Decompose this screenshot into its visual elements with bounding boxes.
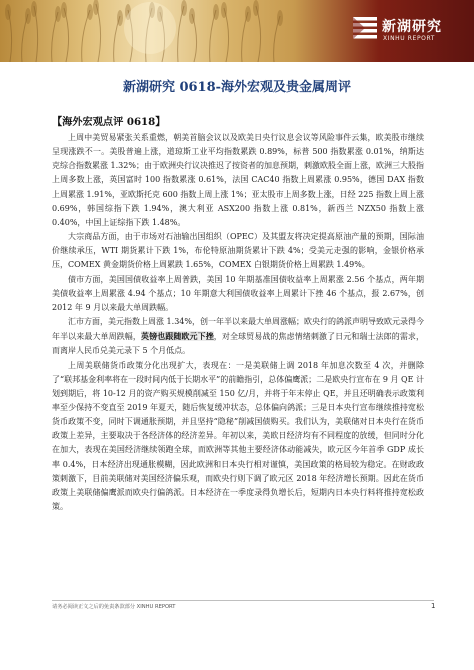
page-number: 1 [431,602,436,610]
fx-text-start: 汇市方面，美元指数上周涨 1.34%，创一年半以来最大单周涨幅；欧央行的鸽派声明导致欧元录得今年半以来最大单周跌幅， [52,317,424,342]
xinhu-logo [352,15,464,49]
paragraph-commodities: 大宗商品方面，由于市场对石油输出国组织（OPEC）及其盟友将决定提高原油产量的预期，国际油价继续承压，WTI 期货累计下跌 1%，布伦特原油期货累计下跌 4%；受美元走强的影响，金银价格承压，COMEX 黄金期货价格上周累跌 1.65%，COMEX 白银期货价格上周累跌 1.49%。 [52,232,424,270]
report-body [52,131,424,514]
fx-text-end: ，对全球贸易战的焦虑情绪刺激了日元和瑞士法郎的需求，而离岸人民币兑美元录下 5 个月低点。 [52,332,425,356]
paragraph-fx [52,315,424,358]
paragraph-markets: 上周中美贸易紧张关系重燃，朝美首脑会议以及欧美日央行议息会议等风险事件云集，欧美股市继续呈现涨跌不一。美股普遍上涨，道琼斯工业平均指数累跌 0.89%，标普 500 指数累涨 0.01%，纳斯达克综合指数累涨 1.32%；由于欧洲央行议决推迟了按资者的加息预期，刺激欧股全面上涨，欧洲三大股指上周多数上涨，英国富时 100 指数累涨 0.61%，法国 CAC40 指数上周累涨 0.95%，德国 DAX 指数上周累涨 1.91%，亚欧斯托克 600 指数上周上涨 1%；亚太股市上周多数上涨，日经 225 指数上周上涨 0.69%，韩国综指下跌 1.94%，澳大利亚 ASX200 指数上涨 0.81%，新西兰 NZX50 指数上涨 0.40%，中国上证综指下跌 1.48%。 [52,133,424,227]
paragraph-bonds: 债市方面，美国国债收益率上周普跌，美国 10 年期基准国债收益率上周累涨 2.56 个基点，两年期美债收益率上周累涨 4.94 个基点；10 年期意大利国债收益率上周累计下挫 46 个基点，报 2.67%，创 2012 年 9 月以来最大单周跌幅。 [52,274,424,312]
footer-disclaimer: 请务必阅读正文之后的免责条款部分 XINHU REPORT [52,604,176,610]
xinhu-logo-icon [352,15,378,41]
highlighted-phrase: 英镑也跟随欧元下挫 [140,331,214,342]
section-heading: 【海外宏观点评 0618】 [52,116,166,128]
paragraph-central-banks: 上周美联储货币政策分化出现扩大，表现在：一是美联储上调 2018 年加息次数至 4 次，并删除了“联邦基金利率将在一段时间内低于长期水平”的前瞻指引，总体偏鹰派；二是欧央行宣布在 9 月 QE 计划到期后，将 10-12 月的资产购买规模削减至 150 亿/月，并将于年末停止 QE，并且还明确表示政策利率至少保持不变直至 2019 年夏天，随后恢复缓冲状态，总体偏向鸽派；三是日本央行宣布继续推持宽松货币政策不变，同时下调通胀预期，并且坚持“隐秘”削减国债购买。我们认为，美联储对日本央行在货币政策上差异，主要取决于各经济体的经济差异。年初以来，美欧日经济均有不同程度的放缓，但同时分化在加大，表现在美国经济继续领跑全球，而欧洲等其他主要经济体动能减失，欧元区今年首季 GDP 成长率 0.4%，日本经济出现通胀模糊，因此欧洲和日本央行相对谨慎，美国政策的格局较为稳定。在财政政策刺激下，目前美联储对美国经济偏乐观，而欧央行则下调了欧元区 2018 年经济增长预期。因此在货币政策上美联储偏鹰派而欧央行偏鸽派。日本经济在一季度录得负增长后，短期内日本央行料将推持宽松政策。 [52,360,424,512]
logo-chinese-text: 新湖研究 [382,19,442,35]
header-banner [0,0,474,62]
footer-divider [52,600,434,601]
report-title: 新湖研究 0618-海外宏观及贵金属周评 [122,80,352,95]
logo-english-text: XINHU REPORT [383,35,436,42]
